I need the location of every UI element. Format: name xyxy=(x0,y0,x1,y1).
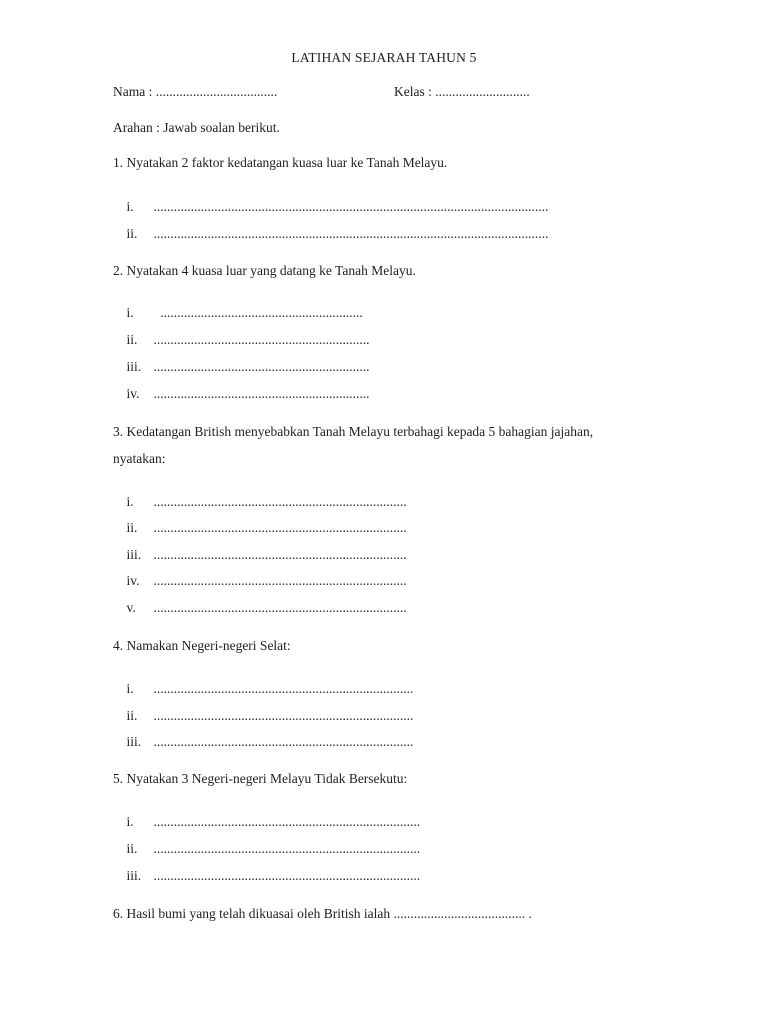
answer-line xyxy=(113,584,407,632)
answer-numeral: iv. xyxy=(126,386,140,401)
question-5: 5. Nyatakan 3 Negeri-negeri Melayu Tidak Bersekutu: xyxy=(113,771,408,786)
question-4: 4. Namakan Negeri-negeri Selat: xyxy=(113,638,291,653)
question-1: 1. Nyatakan 2 faktor kedatangan kuasa luar ke Tanah Melayu. xyxy=(113,155,448,170)
answer-dots: ................................................................ xyxy=(153,386,370,401)
answer-dots: ............................................................................... xyxy=(153,868,421,883)
answer-dots: ........................................................................... xyxy=(153,520,407,535)
kelas-field: Kelas : ............................ xyxy=(394,84,530,99)
nama-field: Nama : .................................... xyxy=(113,84,278,99)
question-2: 2. Nyatakan 4 kuasa luar yang datang ke Tanah Melayu. xyxy=(113,263,416,278)
answer-numeral: i. xyxy=(126,494,134,509)
answer-dots: ........................................................................... xyxy=(153,600,407,615)
answer-numeral: i. xyxy=(126,681,134,696)
answer-line xyxy=(113,370,370,418)
answer-numeral: iii. xyxy=(126,734,142,749)
answer-numeral: i. xyxy=(126,199,134,214)
question-3: 3. Kedatangan British menyebabkan Tanah Melayu terbahagi kepada 5 bahagian jajahan, xyxy=(113,424,594,439)
answer-dots: ............................................................................... xyxy=(153,841,421,856)
answer-dots: ........................................................................... xyxy=(153,494,407,509)
answer-numeral: ii. xyxy=(126,841,138,856)
answer-dots: ........................................................................... xyxy=(153,547,407,562)
answer-dots: ..................................................................................................................... xyxy=(153,199,549,214)
answer-numeral: i. xyxy=(126,305,134,320)
answer-dots: ............................................................ xyxy=(153,305,363,320)
answer-line xyxy=(113,718,413,766)
answer-numeral: ii. xyxy=(126,332,138,347)
answer-dots: ........................................................................... xyxy=(153,573,407,588)
answer-numeral: ii. xyxy=(126,226,138,241)
answer-dots: ............................................................................. xyxy=(153,734,414,749)
answer-numeral: i. xyxy=(126,814,134,829)
answer-dots: ............................................................................... xyxy=(153,814,421,829)
answer-numeral: ii. xyxy=(126,708,138,723)
answer-line xyxy=(113,852,420,900)
answer-numeral: ii. xyxy=(126,520,138,535)
answer-dots: ............................................................................. xyxy=(153,708,414,723)
answer-numeral: iv. xyxy=(126,573,140,588)
answer-line xyxy=(113,210,548,258)
answer-dots: ................................................................ xyxy=(153,332,370,347)
instruction-text: Arahan : Jawab soalan berikut. xyxy=(113,120,280,135)
answer-dots: ..................................................................................................................... xyxy=(153,226,549,241)
question-6: 6. Hasil bumi yang telah dikuasai oleh British ialah ....................................... . xyxy=(113,906,532,921)
answer-dots: ............................................................................. xyxy=(153,681,414,696)
answer-numeral: v. xyxy=(126,600,136,615)
answer-numeral: iii. xyxy=(126,868,142,883)
question-3-continued: nyatakan: xyxy=(113,451,166,466)
answer-numeral: iii. xyxy=(126,547,142,562)
worksheet-title: LATIHAN SEJARAH TAHUN 5 xyxy=(291,50,477,65)
answer-dots: ................................................................ xyxy=(153,359,370,374)
answer-numeral: iii. xyxy=(126,359,142,374)
